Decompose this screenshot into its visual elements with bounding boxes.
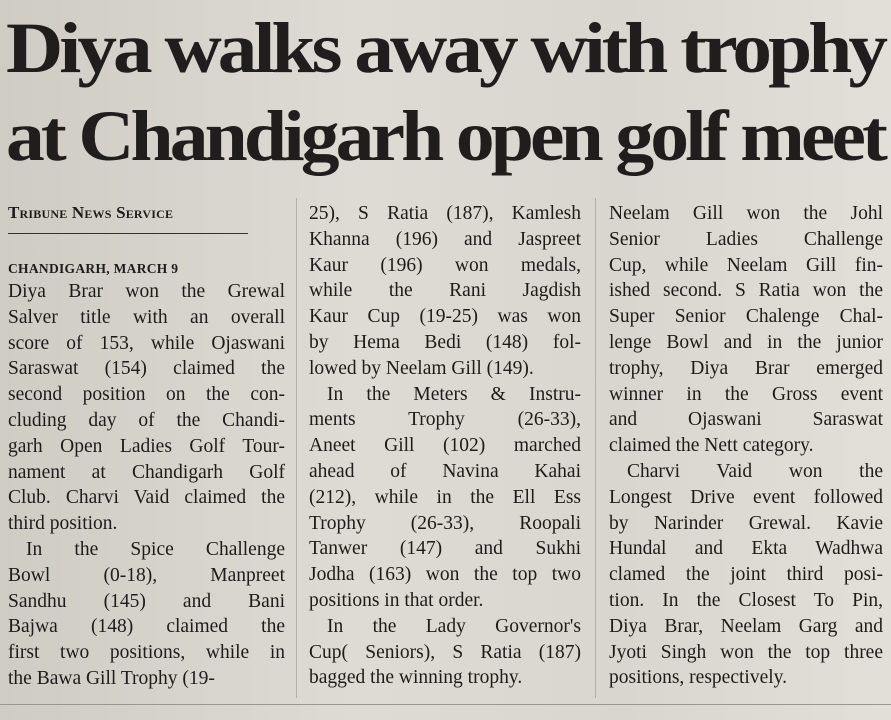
text-line: Sandhu (145) and Bani	[8, 590, 285, 612]
text-line: Cup, while Neelam Gill fin-	[609, 254, 883, 276]
headline-line: Diya walks away with trophy	[6, 8, 884, 88]
paragraph	[8, 279, 285, 537]
text-line: nament at Chandigarh Golf	[8, 461, 285, 483]
text-line: Salver title with an overall	[8, 306, 285, 328]
text-line: bagged the winning trophy.	[309, 667, 523, 689]
text-line: Jodha (163) won the top two	[309, 564, 581, 586]
text-line: positions, respectively.	[609, 667, 787, 689]
text-line: Diya Brar, Neelam Garg and	[609, 615, 883, 637]
column-divider	[296, 198, 297, 698]
text-line: garh Open Ladies Golf Tour-	[8, 435, 285, 457]
text-line: Bajwa (148) claimed the	[8, 616, 285, 638]
text-line: winner in the Gross event	[609, 383, 883, 405]
text-line: ments Trophy (26-33),	[309, 409, 581, 431]
text-line: In the Meters & Instru-	[327, 383, 581, 405]
text-line: by Narinder Grewal. Kavie	[609, 512, 883, 534]
text-line: Khanna (196) and Jaspreet	[309, 228, 581, 250]
text-line: ished second. S Ratia won the	[609, 280, 883, 302]
text-line: trophy, Diya Brar emerged	[609, 357, 883, 379]
text-line: Diya Brar won the Grewal	[8, 281, 285, 302]
text-line: Jyoti Singh won the top three	[609, 641, 883, 663]
text-line: ahead of Navina Kahai	[309, 460, 581, 482]
text-line: Tanwer (147) and Sukhi	[309, 538, 581, 560]
text-line: score of 153, while Ojaswani	[8, 332, 285, 354]
text-line: lenge Bowl and in the junior	[609, 331, 883, 353]
paragraph	[309, 614, 581, 691]
text-line: Neelam Gill won the Johl	[609, 203, 883, 224]
text-line: Kaur Cup (19-25) was won	[309, 306, 581, 328]
paragraph	[8, 537, 285, 692]
text-line: while the Rani Jagdish	[309, 280, 581, 302]
paragraph	[609, 201, 883, 459]
text-line: In the Lady Governor's	[327, 615, 581, 637]
column-divider	[595, 198, 596, 698]
article-column-2	[309, 201, 581, 691]
text-line: first two positions, while in	[8, 642, 285, 664]
article-column-1	[8, 279, 285, 692]
text-line: Kaur (196) won medals,	[309, 254, 581, 276]
text-line: lowed by Neelam Gill (149).	[309, 357, 534, 379]
text-line: Super Senior Chalenge Chal-	[609, 306, 883, 328]
text-line: Saraswat (154) claimed the	[8, 358, 285, 380]
dateline: CHANDIGARH, MARCH 9	[8, 261, 179, 276]
bottom-rule	[0, 704, 891, 705]
text-line: positions in that order.	[309, 589, 484, 611]
text-line: Aneet Gill (102) marched	[309, 435, 581, 457]
text-line: Club. Charvi Vaid claimed the	[8, 487, 285, 509]
headline-line: at Chandigarh open golf meet	[6, 96, 884, 176]
text-line: (212), while in the Ell Ess	[309, 486, 581, 508]
paragraph	[309, 201, 581, 382]
headline	[6, 4, 886, 180]
text-line: Bowl (0-18), Manpreet	[8, 564, 285, 586]
text-line: Longest Drive event followed	[609, 486, 883, 508]
text-line: claimed the Nett category.	[609, 435, 814, 457]
byline-rule	[8, 233, 248, 234]
byline: Tribune News Service	[8, 203, 174, 222]
text-line: clamed the joint third posi-	[609, 564, 883, 586]
text-line: Senior Ladies Challenge	[609, 228, 883, 250]
text-line: the Bawa Gill Trophy (19-	[8, 667, 215, 689]
text-line: second position on the con-	[8, 384, 285, 406]
text-line: Hundal and Ekta Wadhwa	[609, 538, 883, 560]
text-line: and Ojaswani Saraswat	[609, 409, 883, 431]
paragraph	[609, 459, 883, 691]
text-line: Trophy (26-33), Roopali	[309, 512, 581, 534]
text-line: tion. In the Closest To Pin,	[609, 589, 883, 611]
text-line: In the Spice Challenge	[26, 538, 285, 560]
text-line: Cup( Seniors), S Ratia (187)	[309, 641, 581, 663]
text-line: by Hema Bedi (148) fol-	[309, 331, 581, 353]
text-line: 25), S Ratia (187), Kamlesh	[309, 203, 581, 224]
paragraph	[309, 382, 581, 614]
text-line: cluding day of the Chandi-	[8, 409, 285, 431]
text-line: third position.	[8, 513, 118, 535]
text-line: Charvi Vaid won the	[627, 460, 883, 482]
article-column-3	[609, 201, 883, 691]
